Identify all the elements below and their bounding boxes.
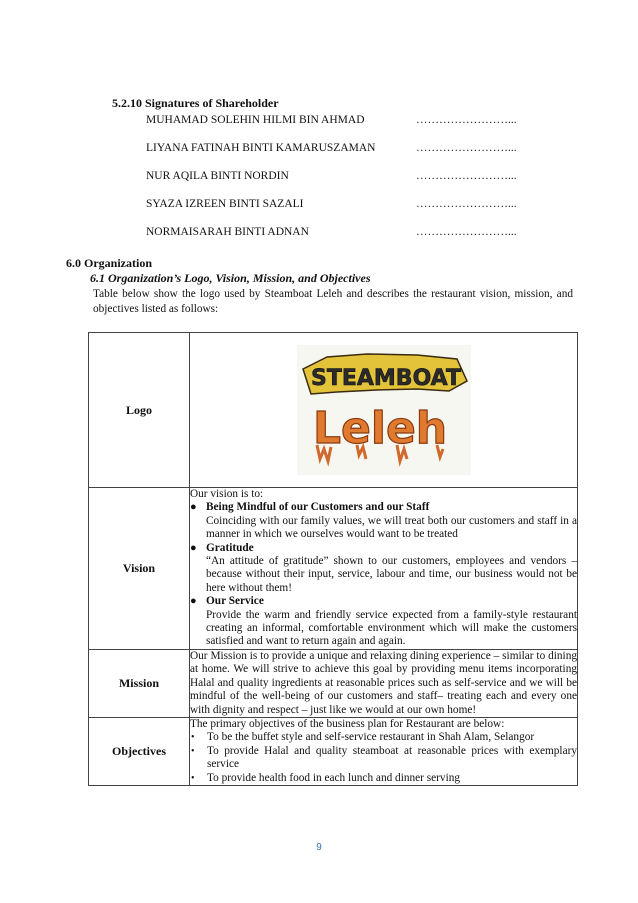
vision-item-text: “An attitude of gratitude” shown to our customers, employees and vendors – because without their input, service, labour and time, our business would not be here without them! [206,555,577,594]
mission-text: Our Mission is to provide a unique and relaxing dining experience – similar to dining at home. We will strive to achieve this goal by providing menu items incorporating Halal and quality ingredients at reasonable prices such as self-service and we will be mindful of the well-being of our customers and staff– treating each and every one with dignity and respect – just like we would at our own home! [190,649,577,716]
page-number: 9 [316,842,322,853]
vision-item-text: Coinciding with our family values, we will treat both our customers and staff in a manner in which we ourselves would want to be treated [206,514,577,541]
objective-item [190,745,577,772]
logo-text-bottom: Leleh [312,403,447,454]
objectives-content [190,717,578,785]
signature-line: ……………………... [416,198,517,210]
objectives-intro: The primary objectives of the business plan for Restaurant are below: [190,717,505,730]
bullet-icon: ● [190,595,197,608]
shareholder-name: NORMAISARAH BINTI ADNAN [146,226,309,238]
bullet-icon: • [191,772,195,784]
vision-item-title: Gratitude [206,541,254,554]
signature-line: ……………………... [416,170,517,182]
objectives-label: Objectives [89,717,190,785]
signature-line: ……………………... [416,142,517,154]
vision-content [190,488,578,650]
table-row-mission [89,649,578,717]
vision-intro: Our vision is to: [190,488,264,500]
table-row-logo [89,333,578,488]
mission-label: Mission [89,649,190,717]
organization-subheading: 6.1 Organization’s Logo, Vision, Mission, and Objectives [90,271,371,285]
organization-heading: 6.0 Organization [66,256,152,270]
signatures-heading: 5.2.10 Signatures of Shareholder [112,96,279,110]
bullet-icon: ● [190,501,197,514]
signature-line: ……………………... [416,226,517,238]
shareholder-name: LIYANA FATINAH BINTI KAMARUSZAMAN [146,142,376,154]
vision-item [190,595,577,649]
bullet-icon: ● [190,541,197,554]
objective-item [190,731,577,744]
organization-table [88,332,578,786]
vision-item-title: Being Mindful of our Customers and our Staff [206,501,430,514]
shareholder-name: SYAZA IZREEN BINTI SAZALI [146,198,304,210]
objective-item [190,772,577,785]
vision-item-title: Our Service [206,595,264,608]
organization-intro: Table below show the logo used by Steamboat Leleh and describes the restaurant vision, mission, and objectives listed as follows: [93,288,573,315]
shareholder-name: MUHAMAD SOLEHIN HILMI BIN AHMAD [146,114,365,126]
bullet-icon: • [191,732,195,744]
bullet-icon: • [191,745,195,757]
shareholder-name: NUR AQILA BINTI NORDIN [146,170,289,182]
logo-cell [190,333,578,488]
logo-text-top: STEAMBOAT [310,366,461,391]
objective-item-text: To provide health food in each lunch and dinner serving [207,771,460,784]
vision-label: Vision [89,488,190,650]
vision-item [190,542,577,596]
table-row-vision [89,488,578,650]
vision-item-text: Provide the warm and friendly service expected from a family-style restaurant creating an informal, comfortable environment which will make the customers satisfied and want to return again and again. [206,608,577,648]
vision-item [190,501,577,541]
table-row-objectives [89,717,578,785]
steamboat-leleh-logo [297,345,471,475]
objective-item-text: To provide Halal and quality steamboat at reasonable prices with exemplary service [207,744,577,771]
logo-label: Logo [89,333,190,488]
objective-item-text: To be the buffet style and self-service restaurant in Shah Alam, Selangor [207,731,535,744]
signature-line: ……………………... [416,114,517,126]
